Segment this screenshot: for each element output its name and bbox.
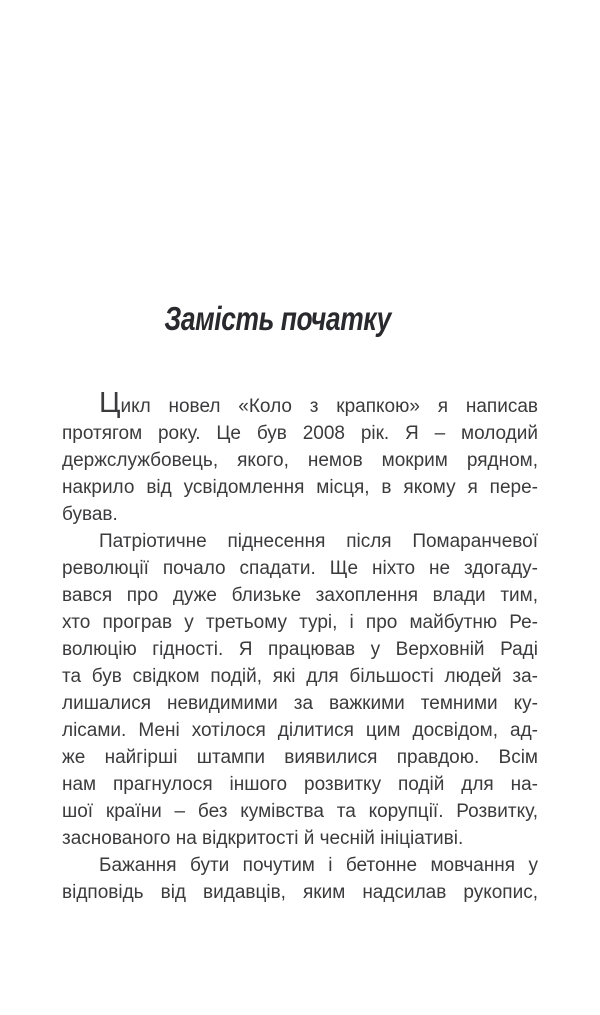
chapter-title-text: Замість початку [164, 300, 392, 337]
text-line: заснованого на відкритості й чесній ініціативі. [62, 828, 464, 849]
text-line: протягом року. Це був 2008 рік. Я – молодий [62, 423, 538, 444]
text-line: же найгірші штампи виявилися правдою. Всім [62, 747, 538, 768]
text-line: вався про дуже близьке захоплення влади тим, [62, 585, 538, 606]
text-line: лісами. Мені хотілося ділитися цим досвідом, ад- [62, 720, 538, 741]
text-line: Патріотичне піднесення після Помаранчевої [99, 531, 538, 552]
text-line: лишалися невидимими за важкими темними ку- [62, 693, 538, 714]
paragraph [62, 387, 538, 528]
drop-cap: Ц [99, 387, 121, 419]
text-line: накрило від усвідомлення місця, в якому я пере- [62, 477, 538, 498]
paragraph [62, 528, 538, 852]
body-text [62, 387, 538, 906]
text-line: відповідь від видавців, яким надсилав рукопис, [62, 882, 538, 903]
text-line: та був свідком подій, які для більшості людей за- [62, 666, 538, 687]
paragraph [62, 852, 538, 906]
text-line: держслужбовець, якого, немов мокрим рядном, [62, 450, 538, 471]
text-line: хто програв у третьому турі, і про майбутню Ре- [62, 612, 538, 633]
chapter-title [0, 299, 600, 339]
text-line: бував. [62, 504, 118, 525]
text-line: нам прагнулося іншого розвитку подій для на- [62, 774, 538, 795]
text-line: волюцію гідності. Я працював у Верховній Раді [62, 639, 538, 660]
text-line: Бажання бути почутим і бетонне мовчання у [99, 855, 538, 876]
text-line: шої країни – без кумівства та корупції. Розвитку, [62, 801, 538, 822]
text-line: Цикл новел «Коло з крапкою» я написав [99, 387, 538, 419]
text-line: революції почало спадати. Ще ніхто не здогаду- [62, 558, 538, 579]
